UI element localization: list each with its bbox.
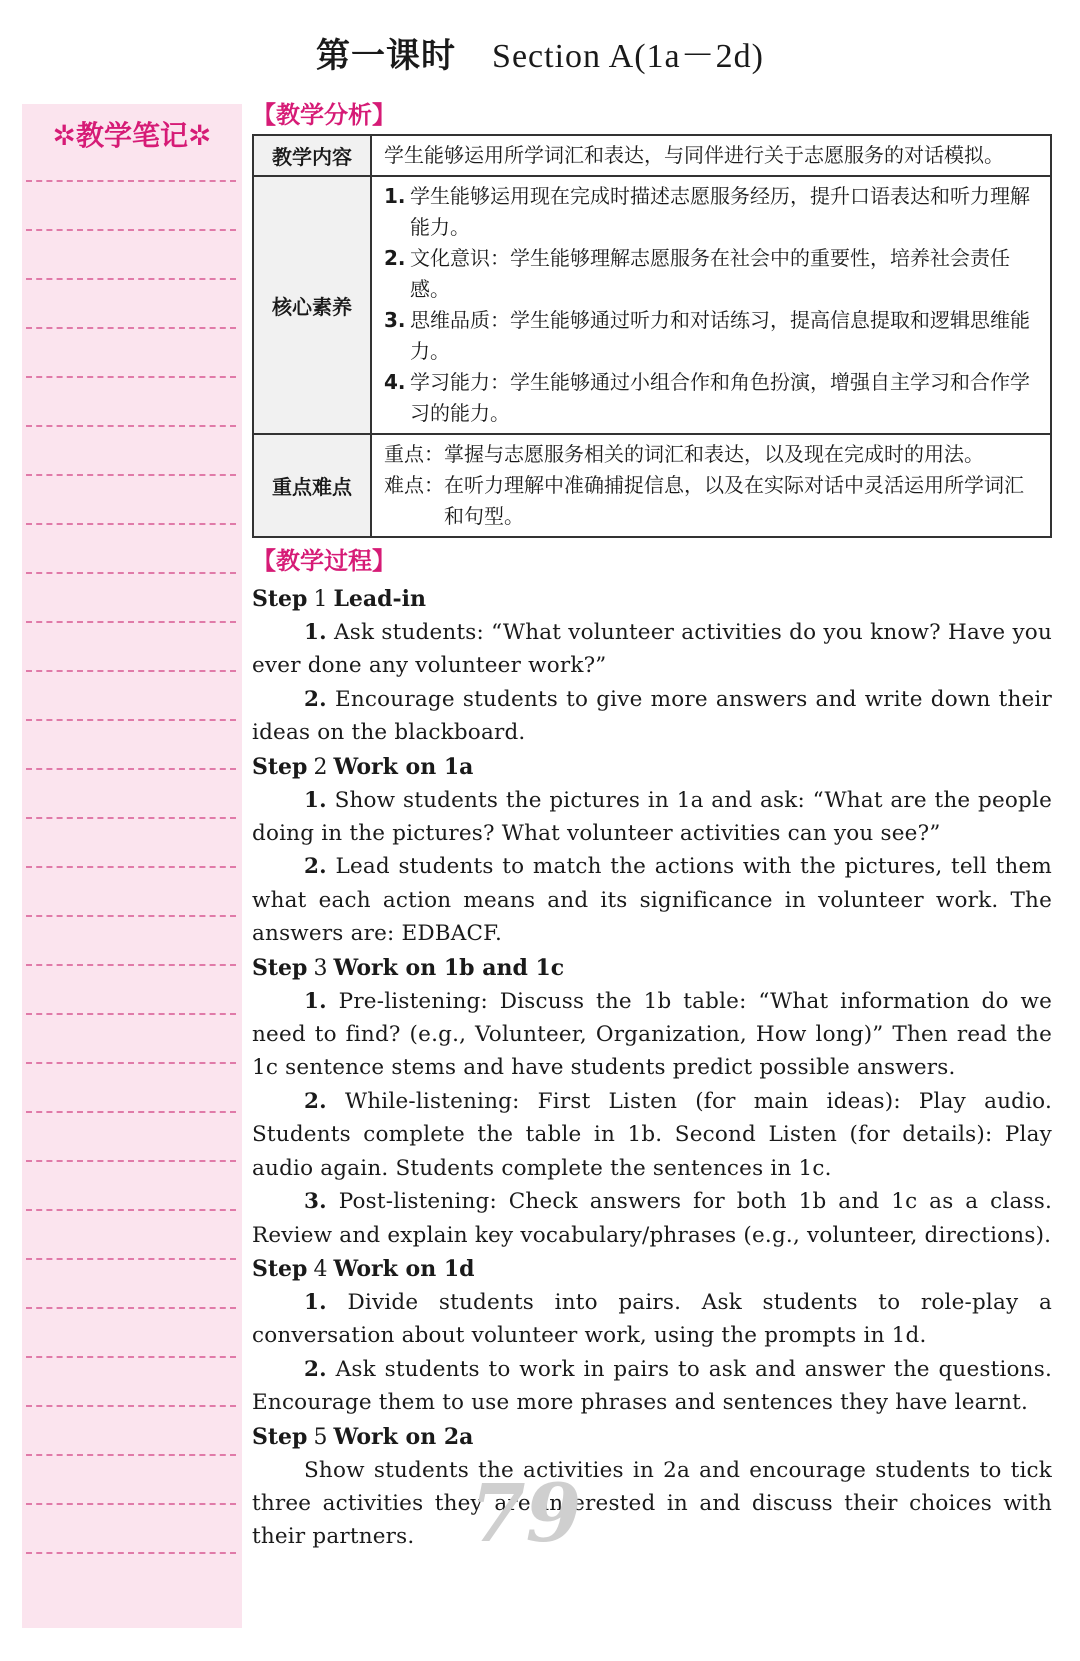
note-line — [26, 1258, 236, 1260]
para-text: Show students the activities in 2a and encourage students to tick three activities they are interested in and discuss their choices with their partners. — [252, 1457, 1052, 1550]
step-heading — [252, 1252, 1052, 1286]
para-number: 2. — [304, 854, 327, 880]
note-line — [26, 1503, 236, 1505]
para-text: Pre-listening: Discuss the 1b table: “What information do we need to find? (e.g., Volunteer, Organization, How long)” Then read the 1c sentence stems and have students predict possible answers. — [252, 988, 1052, 1081]
list-item — [384, 181, 1040, 243]
para-text: Ask students to work in pairs to ask and answer the questions. Encourage them to use more phrases and sentences they have learnt. — [252, 1356, 1052, 1416]
para-number: 2. — [304, 1356, 327, 1382]
process-body — [252, 582, 1052, 1554]
para-text: While-listening: First Listen (for main ideas): Play audio. Students complete the table in 1b. Second Listen (for details): Play audio again. Students complete the sentences in 1c. — [252, 1088, 1052, 1181]
para-text: Show students the pictures in 1a and ask: “What are the people doing in the pictures? What volunteer activities can you see?” — [252, 787, 1052, 847]
item-number: 1. — [384, 184, 406, 208]
row-content — [371, 434, 1051, 537]
step-word: Step — [252, 753, 308, 780]
note-line — [26, 719, 236, 721]
note-line — [26, 1405, 236, 1407]
note-line — [26, 817, 236, 819]
step-number: 2 — [313, 754, 328, 780]
key-label: 重点： — [384, 442, 444, 466]
note-line — [26, 474, 236, 476]
note-line — [26, 229, 236, 231]
note-line — [26, 621, 236, 623]
step-heading — [252, 951, 1052, 985]
analysis-heading: 【教学分析】 — [252, 101, 396, 129]
section-label: Section A(1a－2d) — [492, 38, 764, 75]
note-line — [26, 1307, 236, 1309]
note-line — [26, 523, 236, 525]
item-text: 文化意识：学生能够理解志愿服务在社会中的重要性，培养社会责任感。 — [410, 246, 1010, 301]
item-text: 学生能够运用现在完成时描述志愿服务经历，提升口语表达和听力理解能力。 — [410, 184, 1030, 239]
table-row — [253, 176, 1051, 434]
paragraph — [252, 616, 1052, 683]
note-line — [26, 572, 236, 574]
paragraph — [252, 683, 1052, 750]
row-label: 核心素养 — [253, 176, 371, 434]
table-row — [253, 434, 1051, 537]
row-content — [371, 176, 1051, 434]
para-number: 3. — [304, 1189, 327, 1215]
para-text: Ask students: “What volunteer activities do you know? Have you ever done any volunteer work?” — [252, 620, 1052, 679]
paragraph — [252, 985, 1052, 1085]
item-number: 3. — [384, 308, 406, 332]
item-number: 4. — [384, 370, 406, 394]
paragraph — [252, 1185, 1052, 1252]
step-word: Step — [252, 1423, 308, 1450]
para-text: Divide students into pairs. Ask students to role-play a conversation about volunteer work, using the prompts in 1d. — [252, 1289, 1052, 1349]
step-heading — [252, 1420, 1052, 1454]
note-line — [26, 1209, 236, 1211]
step-word: Step — [252, 1255, 308, 1282]
key-point — [384, 439, 1040, 470]
item-text: 学习能力：学生能够通过小组合作和角色扮演，增强自主学习和合作学习的能力。 — [410, 370, 1030, 425]
note-line — [26, 866, 236, 868]
paragraph — [252, 1085, 1052, 1185]
item-text: 思维品质：学生能够通过听力和对话练习，提高信息提取和逻辑思维能力。 — [410, 308, 1030, 363]
step-heading — [252, 582, 1052, 616]
paragraph — [252, 1286, 1052, 1353]
note-line — [26, 1454, 236, 1456]
analysis-table — [252, 134, 1052, 538]
difficult-point — [384, 470, 1040, 532]
main-content — [252, 98, 1052, 1554]
para-number: 2. — [304, 1088, 327, 1114]
notes-title: ✲教学笔记✲ — [52, 119, 212, 152]
notes-sidebar — [22, 104, 242, 1628]
para-text: Post-listening: Check answers for both 1b and 1c as a class. Review and explain key vocabulary/phrases (e.g., volunteer, directions). — [252, 1189, 1052, 1248]
step-name: Lead-in — [333, 586, 427, 612]
paragraph — [252, 784, 1052, 851]
note-line — [26, 1062, 236, 1064]
step-word: Step — [252, 586, 308, 612]
step-name: Work on 1a — [333, 753, 474, 780]
step-name: Work on 2a — [333, 1423, 474, 1450]
note-line — [26, 1111, 236, 1113]
list-item — [384, 243, 1040, 305]
step-word: Step — [252, 954, 308, 981]
process-heading: 【教学过程】 — [252, 547, 396, 575]
step-number: 1 — [313, 587, 328, 612]
note-line — [26, 915, 236, 917]
diff-label: 难点： — [384, 473, 444, 497]
diff-text: 在听力理解中准确捕捉信息，以及在实际对话中灵活运用所学词汇和句型。 — [444, 473, 1024, 528]
note-line — [26, 1160, 236, 1162]
note-line — [26, 1013, 236, 1015]
page-number: 79 — [470, 1466, 582, 1560]
note-line — [26, 964, 236, 966]
para-number: 1. — [304, 620, 327, 645]
step-name: Work on 1b and 1c — [333, 954, 565, 981]
step-heading — [252, 750, 1052, 784]
row-label: 教学内容 — [253, 135, 371, 176]
note-line — [26, 376, 236, 378]
row-content: 学生能够运用所学词汇和表达，与同伴进行关于志愿服务的对话模拟。 — [371, 135, 1051, 176]
para-number: 1. — [304, 787, 327, 813]
step-number: 5 — [313, 1424, 328, 1450]
para-text: Lead students to match the actions with the pictures, tell them what each action means and its significance in volunteer work. The answers are: EDBACF. — [252, 854, 1052, 947]
paragraph — [252, 850, 1052, 950]
note-line — [26, 670, 236, 672]
key-text: 掌握与志愿服务相关的词汇和表达，以及现在完成时的用法。 — [444, 442, 984, 466]
note-line — [26, 327, 236, 329]
note-line — [26, 425, 236, 427]
list-item — [384, 305, 1040, 367]
item-number: 2. — [384, 246, 406, 270]
para-text: Encourage students to give more answers and write down their ideas on the blackboard. — [252, 686, 1052, 746]
note-line — [26, 180, 236, 182]
step-number: 4 — [313, 1256, 328, 1282]
para-number: 1. — [304, 1289, 327, 1315]
row-label: 重点难点 — [253, 434, 371, 537]
list-item — [384, 367, 1040, 429]
paragraph — [252, 1353, 1052, 1420]
step-number: 3 — [313, 955, 328, 981]
paragraph — [252, 1454, 1052, 1554]
para-number: 2. — [304, 686, 327, 712]
step-name: Work on 1d — [333, 1255, 475, 1282]
lesson-label: 第一课时 — [316, 36, 457, 76]
para-number: 1. — [304, 988, 327, 1014]
note-line — [26, 278, 236, 280]
page-title — [0, 28, 1080, 77]
note-line — [26, 1552, 236, 1554]
note-line — [26, 768, 236, 770]
note-line — [26, 1356, 236, 1358]
table-row — [253, 135, 1051, 176]
